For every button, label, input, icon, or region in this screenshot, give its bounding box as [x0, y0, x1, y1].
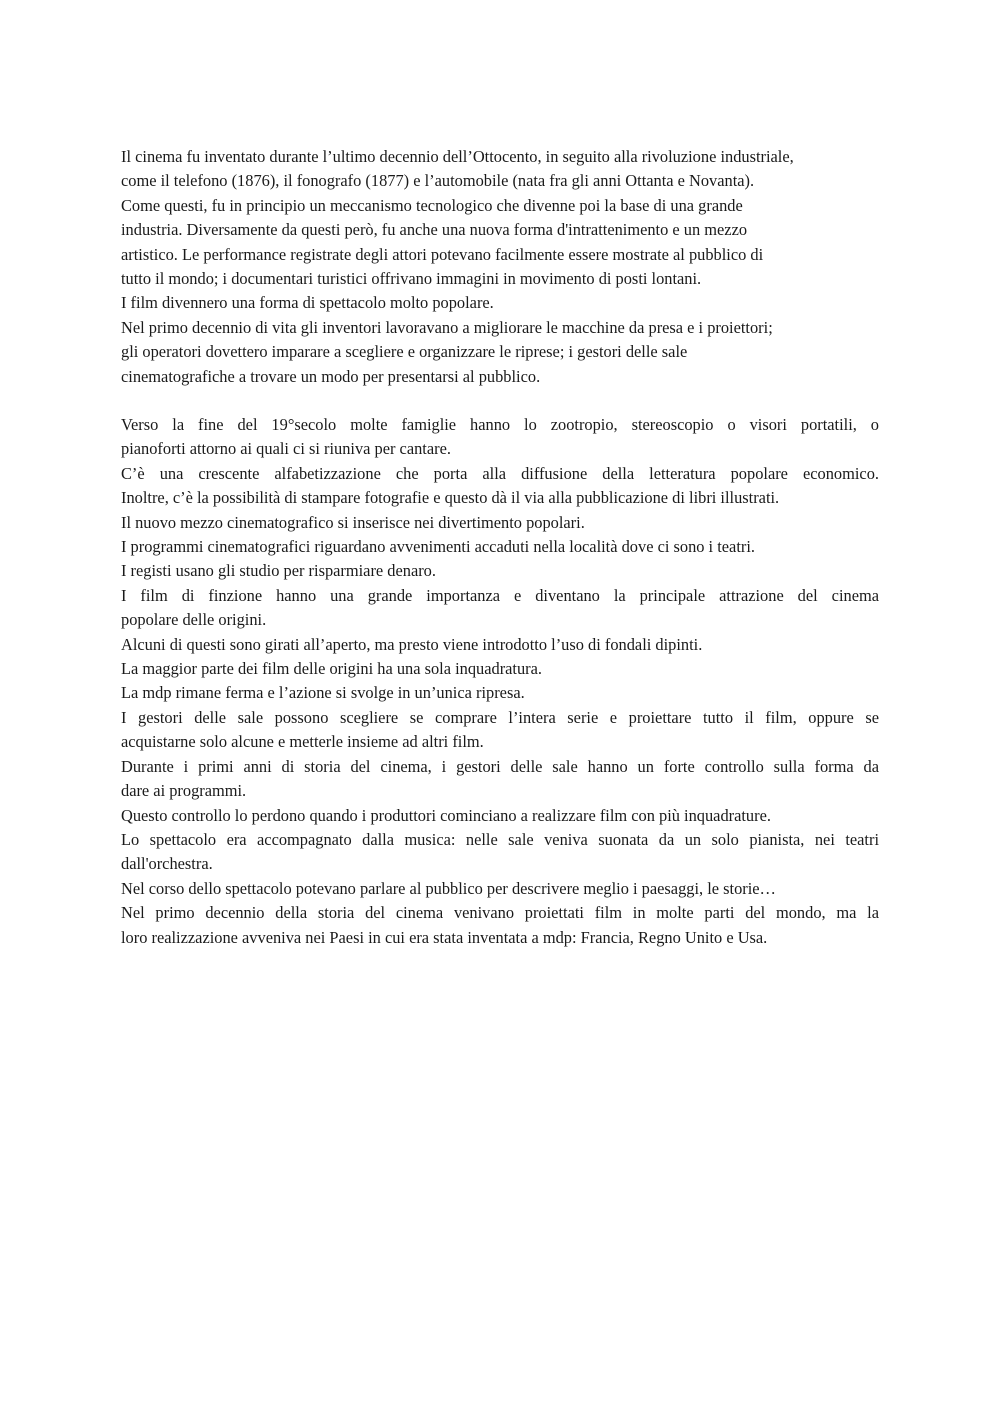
text-line: gli operatori dovettero imparare a scegliere e organizzare le riprese; i gestori delle sale [121, 342, 688, 362]
text-line: Inoltre, c’è la possibilità di stampare fotografie e questo dà il via alla pubblicazione di libri illustrati. [121, 488, 780, 508]
text-line: I gestori delle sale possono scegliere se comprare l’intera serie e proiettare tutto il film, oppure se [121, 707, 879, 727]
text-line: come il telefono (1876), il fonografo (1877) e l’automobile (nata fra gli anni Ottanta e Novanta). [121, 171, 755, 191]
text-line: Verso la fine del 19°secolo molte famiglie hanno lo zootropio, stereoscopio o visori portatili, o [121, 415, 879, 434]
text-line: dare ai programmi. [121, 781, 247, 801]
text-line: tutto il mondo; i documentari turistici offrivano immagini in movimento di posti lontani. [121, 269, 702, 289]
text-line: cinematografiche a trovare un modo per presentarsi al pubblico. [121, 366, 541, 386]
text-line: I film di finzione hanno una grande importanza e diventano la principale attrazione del cinema [121, 585, 879, 605]
text-line: Come questi, fu in principio un meccanismo tecnologico che divenne poi la base di una grande [121, 195, 743, 215]
text-line: I programmi cinematografici riguardano avvenimenti accaduti nella località dove ci sono i teatri. [121, 537, 755, 557]
text-line: Il nuovo mezzo cinematografico si inserisce nei divertimento popolari. [121, 512, 585, 532]
text-line: Nel corso dello spettacolo potevano parlare al pubblico per descrivere meglio i paesaggi, le storie… [121, 878, 776, 898]
text-line: Questo controllo lo perdono quando i produttori cominciano a realizzare film con più inquadrature. [121, 805, 771, 825]
text-line: Alcuni di questi sono girati all’aperto, ma presto viene introdotto l’uso di fondali dipinti. [121, 634, 703, 654]
paragraph-block-2 [121, 413, 879, 950]
text-line: Nel primo decennio di vita gli inventori lavoravano a migliorare le macchine da presa e i proiettori; [121, 317, 773, 337]
text-line: pianoforti attorno ai quali ci si riuniva per cantare. [121, 439, 451, 459]
text-line: industria. Diversamente da questi però, fu anche una nuova forma d'intrattenimento e un mezzo [121, 220, 748, 240]
text-line: C’è una crescente alfabetizzazione che porta alla diffusione della letteratura popolare economico. [121, 463, 879, 483]
text-line: La mdp rimane ferma e l’azione si svolge in un’unica ripresa. [121, 683, 525, 703]
paragraph-block-1 [121, 145, 879, 389]
text-line: I film divennero una forma di spettacolo molto popolare. [121, 293, 494, 313]
text-line: Il cinema fu inventato durante l’ultimo decennio dell’Ottocento, in seguito alla rivoluzione industriale, [121, 147, 794, 166]
text-line: Lo spettacolo era accompagnato dalla musica: nelle sale veniva suonata da un solo pianista, nei teatri [121, 829, 879, 849]
text-line: I registi usano gli studio per risparmiare denaro. [121, 561, 436, 581]
text-line: popolare delle origini. [121, 610, 267, 630]
text-line: loro realizzazione avveniva nei Paesi in cui era stata inventata a mdp: Francia, Regno Unito e Usa. [121, 927, 768, 947]
text-line: La maggior parte dei film delle origini ha una sola inquadratura. [121, 659, 543, 679]
text-line: acquistarne solo alcune e metterle insieme ad altri film. [121, 732, 484, 752]
text-line: Durante i primi anni di storia del cinema, i gestori delle sale hanno un forte controllo sulla forma da [121, 756, 879, 776]
text-line: dall'orchestra. [121, 854, 213, 874]
text-line: Nel primo decennio della storia del cinema venivano proiettati film in molte parti del mondo, ma la [121, 903, 879, 923]
text-line: artistico. Le performance registrate degli attori potevano facilmente essere mostrate al pubblico di [121, 244, 764, 264]
